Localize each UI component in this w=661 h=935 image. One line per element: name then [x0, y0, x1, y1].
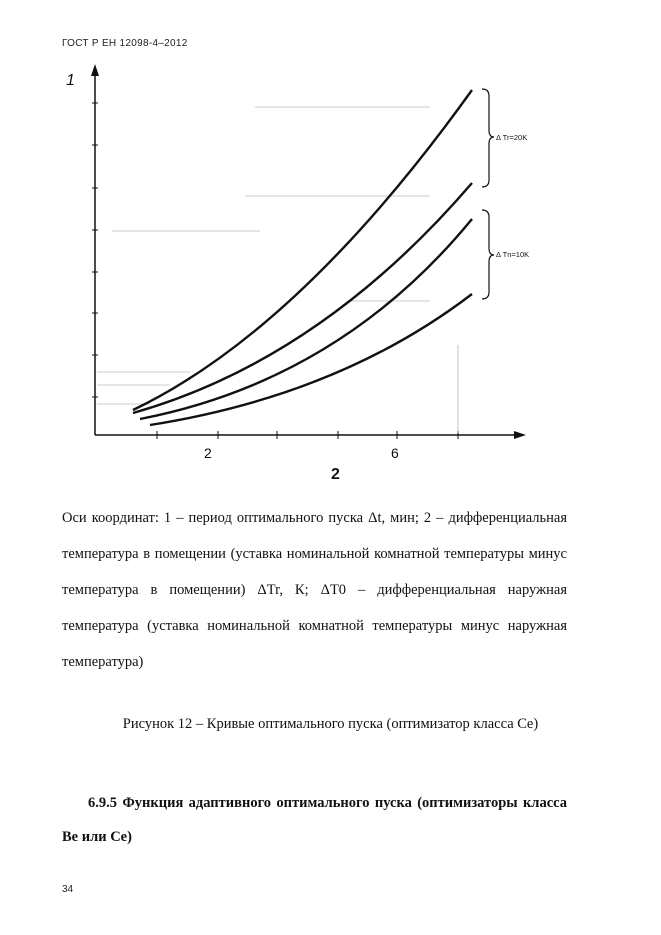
guide-lines — [97, 107, 458, 433]
bracket-upper — [482, 89, 494, 187]
curves — [133, 90, 472, 425]
section-heading: 6.9.5 Функция адаптивного оптимального пуска (оптимизаторы класса Bе или Cе) — [62, 795, 567, 845]
x-tick-label-2: 2 — [204, 445, 212, 461]
bracket-lower — [482, 210, 494, 299]
bracket-lower-label: Δ Tn=10K — [496, 250, 530, 259]
axes-caption-text: Оси координат: 1 – период оптимального пуска Δt, мин; 2 – дифференциальная температура в помещении (уставка номинальной комнатной температуры минус температура в помещении) ΔTr, К; ΔT0 – дифференциальная наружная температура (уставка номинальной комнатной температуры минус наружная температура) — [62, 510, 567, 670]
bracket-upper-label: Δ Tr=20K — [496, 133, 528, 142]
x-axis-arrow — [514, 431, 526, 439]
page-number: 34 — [62, 884, 74, 895]
x-tick-label-6: 6 — [391, 445, 399, 461]
y-axis-arrow — [91, 64, 99, 76]
axes-caption — [62, 500, 567, 680]
curve-2 — [133, 183, 472, 413]
y-axis-label: 1 — [66, 72, 75, 89]
figure-title: Рисунок 12 – Кривые оптимального пуска (оптимизатор класса Cе) — [122, 716, 539, 732]
curve-3 — [140, 219, 472, 419]
x-axis-label: 2 — [331, 466, 340, 483]
document-header: ГОСТ Р ЕН 12098-4–2012 — [62, 38, 188, 49]
